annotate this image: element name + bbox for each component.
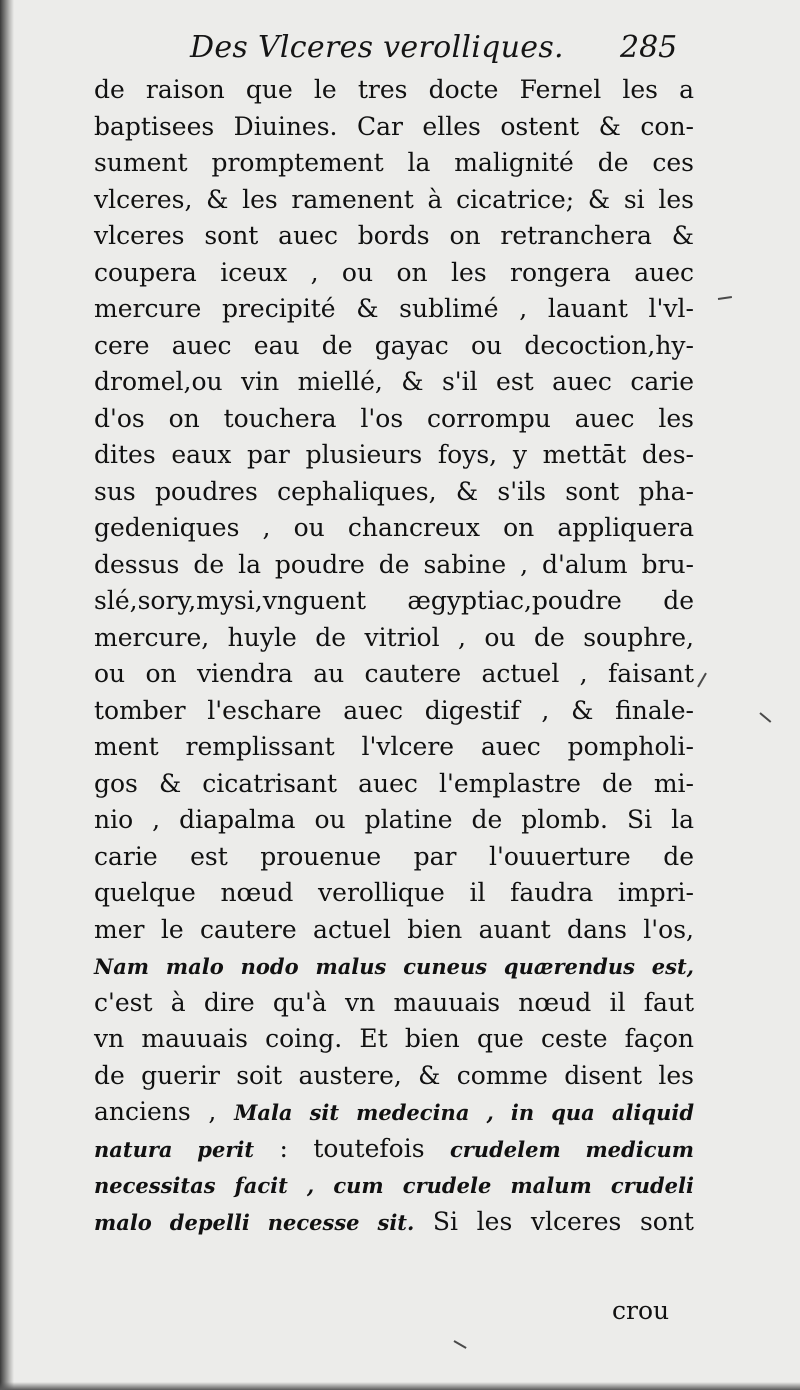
text-segment: sus poudres cephaliques, & s'ils sont pha-: [94, 476, 694, 506]
text-segment: tomber l'eschare auec digestif , & finale-: [94, 695, 694, 725]
text-line: [94, 1094, 694, 1131]
text-line: [94, 1204, 694, 1241]
page-bottom-edge: [0, 1382, 800, 1390]
text-segment: cere auec eau de gayac ou decoction,hy-: [94, 330, 694, 360]
page-number: 285: [620, 30, 678, 65]
text-line: [94, 948, 694, 985]
text-line: [94, 255, 694, 292]
text-line: [94, 985, 694, 1022]
text-line: [94, 802, 694, 839]
text-segment: vlceres sont auec bords on retranchera &: [94, 221, 694, 250]
text-line: [94, 364, 694, 401]
text-line: [94, 401, 694, 438]
text-segment: Si les vlceres sont: [414, 1206, 694, 1236]
latin-quotation: malo depelli necesse sit.: [94, 1209, 415, 1235]
text-segment: slé,sory,mysi,vnguent ægyptiac,poudre de: [94, 586, 694, 615]
text-segment: nio , diapalma ou platine de plomb. Si la: [94, 805, 694, 834]
text-segment: dromel,ou vin miellé, & s'il est auec carie: [94, 367, 694, 396]
text-segment: dites eaux par plusieurs foys, y mettāt des-: [94, 440, 694, 469]
text-line: [94, 912, 694, 949]
text-segment: : toutefois: [254, 1133, 450, 1163]
latin-quotation: natura perit: [94, 1136, 255, 1162]
text-line: [94, 583, 694, 620]
text-segment: d'os on touchera l'os corrompu auec les: [94, 403, 694, 433]
text-line: [94, 693, 694, 730]
body-text: [94, 72, 694, 1240]
text-line: [94, 766, 694, 803]
text-line: [94, 474, 694, 511]
page-gutter-shadow: [0, 0, 14, 1390]
text-segment: mercure precipité & sublimé , lauant l'vl-: [94, 294, 694, 323]
stray-mark: [718, 296, 732, 300]
text-line: [94, 72, 694, 109]
text-line: [94, 547, 694, 584]
text-segment: gedeniques , ou chancreux on appliquera: [94, 513, 694, 542]
text-line: [94, 1131, 694, 1168]
stray-mark: [454, 1340, 467, 1349]
text-line: [94, 145, 694, 182]
text-segment: dessus de la poudre de sabine , d'alum bru-: [94, 549, 694, 579]
text-segment: carie est prouenue par l'ouuerture de: [94, 841, 694, 871]
text-segment: mercure, huyle de vitriol , ou de souphre,: [94, 622, 694, 652]
text-line: [94, 510, 694, 547]
stray-mark: [759, 712, 771, 723]
text-segment: ment remplissant l'vlcere auec pompholi-: [94, 732, 694, 761]
text-line: [94, 182, 694, 219]
stray-mark: [697, 673, 707, 688]
text-line: [94, 437, 694, 474]
text-line: [94, 328, 694, 365]
text-segment: gos & cicatrisant auec l'emplastre de mi-: [94, 768, 694, 798]
latin-quotation: crudelem medicum: [449, 1136, 694, 1162]
text-segment: mer le cautere actuel bien auant dans l'os,: [94, 914, 694, 944]
text-line: [94, 109, 694, 146]
text-line: [94, 656, 694, 693]
text-segment: anciens ,: [94, 1097, 235, 1126]
text-line: [94, 1058, 694, 1095]
text-segment: c'est à dire qu'à vn mauuais nœud il faut: [94, 987, 694, 1017]
latin-quotation: Mala sit medecina , in qua aliquid: [234, 1100, 694, 1125]
text-segment: vlceres, & les ramenent à cicatrice; & si les: [94, 184, 694, 214]
latin-quotation: Nam malo nodo malus cuneus quærendus est,: [94, 954, 694, 979]
text-segment: baptisees Diuines. Car elles ostent & con-: [94, 111, 694, 141]
text-segment: vn mauuais coing. Et bien que ceste façon: [94, 1024, 694, 1053]
running-head: [190, 30, 690, 76]
text-line: [94, 218, 694, 255]
text-line: [94, 839, 694, 876]
text-segment: de raison que le tres docte Fernel les a: [94, 75, 694, 104]
text-line: [94, 875, 694, 912]
text-segment: ou on viendra au cautere actuel , faisant: [94, 659, 694, 688]
running-title: Des Vlceres verolliques.: [190, 30, 564, 65]
text-segment: de guerir soit austere, & comme disent les: [94, 1060, 694, 1090]
catchword: crou: [612, 1296, 670, 1325]
text-line: [94, 1021, 694, 1058]
text-line: [94, 1167, 694, 1204]
text-segment: coupera iceux , ou on les rongera auec: [94, 257, 694, 287]
latin-quotation: necessitas facit , cum crudele malum crudeli: [94, 1173, 694, 1198]
text-line: [94, 729, 694, 766]
text-segment: quelque nœud verollique il faudra impri-: [94, 878, 694, 907]
text-line: [94, 291, 694, 328]
text-line: [94, 620, 694, 657]
text-segment: sument promptement la malignité de ces: [94, 148, 694, 177]
